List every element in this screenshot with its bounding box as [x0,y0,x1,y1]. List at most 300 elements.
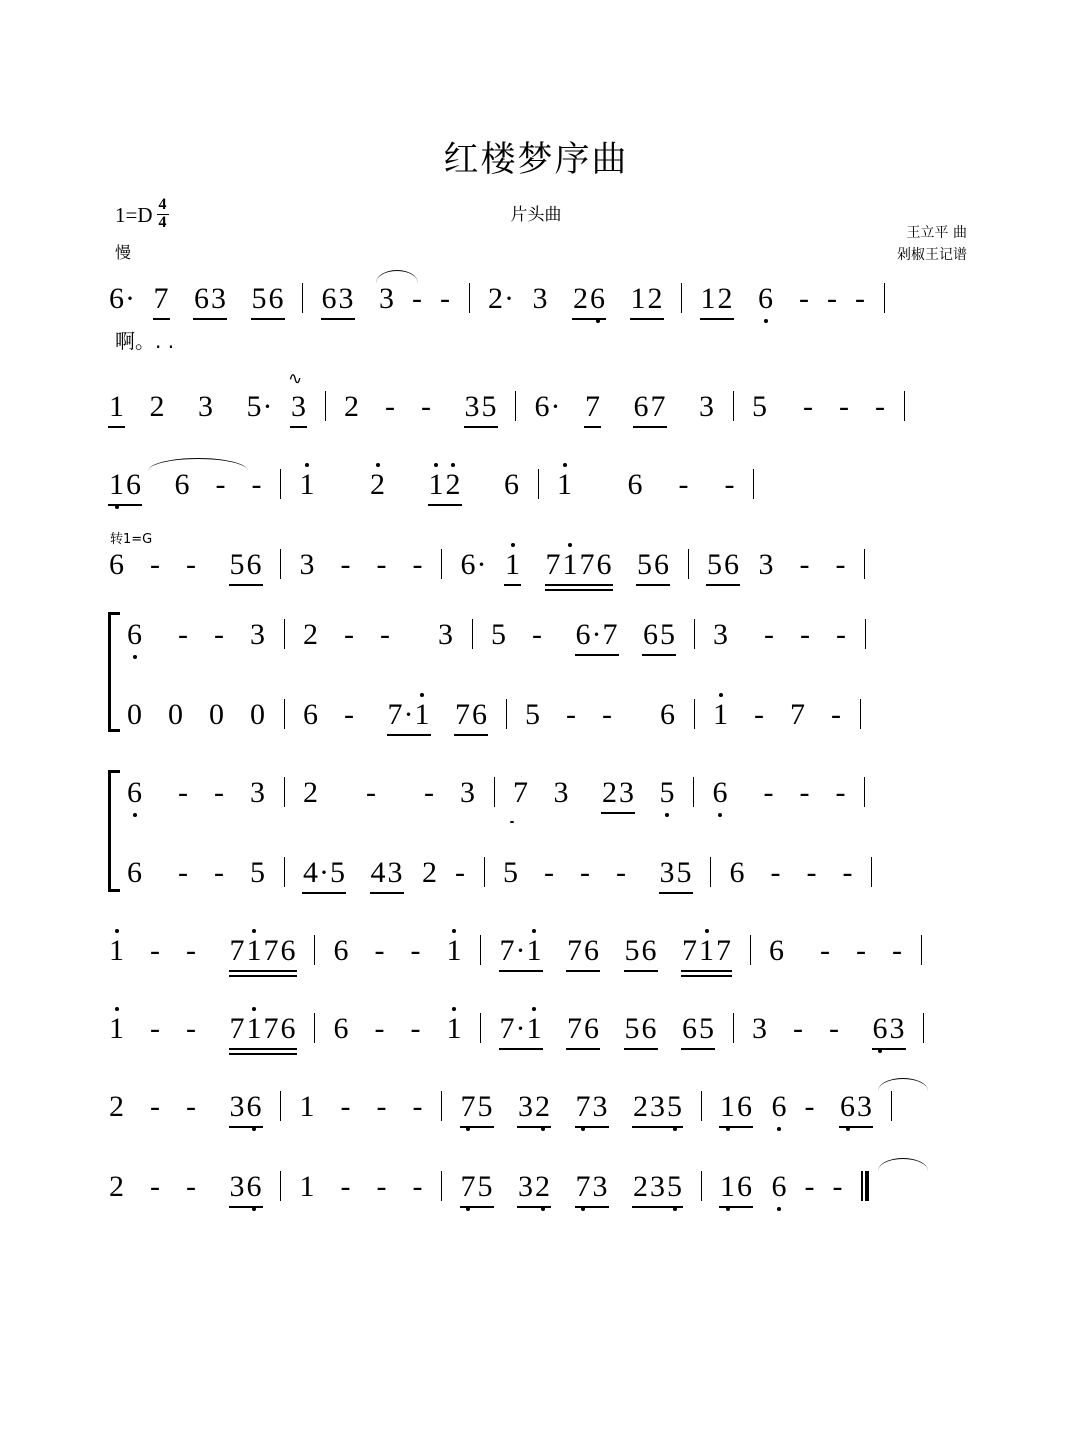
note: 7 [460,1090,476,1123]
barline [694,619,695,649]
barline [538,469,539,499]
note: 6 [660,698,675,731]
dash: - [412,1090,423,1123]
augmentation-dot: · [504,282,514,315]
augmentation-dot: · [125,282,135,315]
dash: - [835,548,846,581]
barline [693,777,694,807]
note: 1 [414,698,430,731]
note: 7 [387,698,403,731]
beamed-group [370,856,404,890]
system-bracket [104,770,118,892]
augmentation-dot: · [550,390,561,423]
beamed-group [636,548,670,582]
note: 3 [713,618,728,651]
dash: - [344,698,354,731]
barline [325,391,326,421]
note: 5 [752,390,767,423]
note: 7 [499,934,515,967]
note: 5 [659,776,675,809]
time-signature [157,197,169,232]
barline [441,1091,442,1121]
note: 6 [641,934,657,967]
beamed-group [251,282,285,316]
dash: - [616,856,626,889]
beamed-group [681,1012,715,1046]
note: 2 [633,1090,648,1123]
dash: - [412,282,422,315]
note: 5 [660,618,675,651]
beamed-group [575,1170,609,1204]
note: 1 [526,1012,542,1045]
note: 6 [872,1012,888,1045]
barline [515,391,516,421]
note: 5 [491,618,506,651]
note: 6 [596,548,612,581]
note: 7 [545,548,561,581]
dash: - [178,856,188,889]
tempo-marking: 慢 [115,243,132,262]
score-row-5b [126,698,986,744]
note: 2 [445,468,461,501]
dash: - [150,1170,160,1203]
note: 5 [477,1170,493,1203]
dash: - [424,776,434,809]
beamed-group [229,1090,263,1124]
note: 1 [299,1170,315,1203]
page-title: 红楼梦序曲 [443,140,629,180]
note: 1 [526,934,542,967]
note: 1 [700,282,716,315]
note: 1 [720,1170,735,1203]
dash: - [831,698,841,731]
beamed-group [872,1012,906,1046]
dash: - [770,856,781,889]
beamed-group [633,390,667,424]
beamed-group [642,618,676,652]
beamed-group [517,1090,551,1124]
note: 3 [553,776,569,809]
barline [280,549,281,579]
note: 1 [299,468,315,501]
score-row-6b [126,856,986,902]
note: 5 [250,856,265,889]
rest: 0 [250,698,265,731]
note: 2 [303,618,318,651]
dash: - [892,934,902,967]
note: 1 [505,548,520,581]
note: 1 [557,468,572,501]
barline [753,469,754,499]
note: 7 [567,934,582,967]
dash: - [764,618,774,651]
note: 1 [630,282,646,315]
augmentation-dot: · [591,618,602,651]
note: 3 [379,282,394,315]
barline [891,1091,892,1121]
note: 3 [532,282,548,315]
credits [897,222,967,267]
beamed-group [499,1012,543,1046]
barline [480,935,481,965]
dash: - [799,282,809,315]
beamed-group [719,1090,753,1124]
note: 6 [246,548,262,581]
dash: - [376,1170,387,1203]
note: 5 [699,1012,714,1045]
beamed-group [632,1090,683,1124]
dash: - [532,618,542,651]
dash: - [580,856,590,889]
note: 3 [460,776,475,809]
note: 7 [229,1012,245,1045]
note: 1 [446,934,462,967]
note: 3 [752,1012,767,1045]
barline [923,1013,924,1043]
final-barline [861,1171,868,1201]
barline [921,935,922,965]
dash: - [836,618,846,651]
dash: - [566,698,576,731]
dash: - [150,1090,160,1123]
note: 6 [575,618,591,651]
note: 6 [194,282,209,315]
note: 6 [268,282,284,315]
beamed-group [706,548,740,582]
note: 7 [460,1170,476,1203]
dash: - [340,548,351,581]
note: 7 [579,548,595,581]
time-signature-numerator: 4 [158,196,167,213]
dash: - [856,934,866,967]
note: 6 [333,1012,349,1045]
note: 5 [503,856,518,889]
barline [284,699,285,729]
note: 1 [713,698,728,731]
score-row-10 [108,1170,968,1216]
dash: - [340,1170,351,1203]
dash: - [839,390,849,423]
augmentation-dot: · [319,856,329,889]
beamed-group [839,1090,873,1124]
note: 3 [518,1170,533,1203]
beamed-group [229,1012,297,1046]
augmentation-dot: · [515,934,526,967]
dash: - [602,698,612,731]
note: 3 [518,1090,533,1123]
dash: - [214,776,224,809]
dash: - [186,548,196,581]
note: 6 [729,856,745,889]
note: 3 ∿ [288,369,306,423]
dash: - [410,934,421,967]
dash: - [412,548,423,581]
beamed-group [108,468,142,502]
note: 3 [659,856,675,889]
beamed-group [460,1090,494,1124]
barline [864,777,865,807]
rest: 0 [127,698,142,731]
rest: 0 [168,698,183,731]
note: 6 [771,1170,787,1203]
note: 7 [575,1170,591,1203]
dash: - [385,390,395,423]
note: 7 [716,934,731,967]
barline [284,857,285,887]
note: 6 [654,548,669,581]
note: 7 [153,282,169,315]
note: 3 [592,1090,608,1123]
note: 5 [667,1090,682,1123]
dash: - [178,618,188,651]
note: 2 [573,282,588,315]
score-row-1 [108,282,968,328]
note: 5 [624,934,640,967]
dash: - [806,856,817,889]
note: 6 [127,856,142,889]
beamed-group [575,1090,609,1124]
note: 6 [737,1170,752,1203]
note: 6 [584,934,599,967]
note: 2 [344,390,359,423]
beamed-group [700,282,734,316]
dash: - [376,1090,387,1123]
dash: - [800,618,810,651]
note: 5 [477,1090,493,1123]
note: 3 [699,390,714,423]
beamed-group [460,1170,494,1204]
dash: - [380,618,390,651]
dash: - [150,1012,160,1045]
barline [280,469,281,499]
dash: - [366,776,376,809]
note: 6 [109,548,124,581]
note: 6 [472,698,487,731]
note: 6 [590,282,605,315]
barline [694,699,695,729]
score-row-6a [126,776,986,822]
beamed-group [499,934,543,968]
dash: - [421,390,431,423]
note: 6 [724,548,739,581]
barline [681,283,682,313]
dash: - [835,776,846,809]
note: 3 [338,282,354,315]
note: 5 [707,548,722,581]
note: 6 [633,390,649,423]
dash: - [827,282,837,315]
score-row-7 [108,934,968,980]
dash: - [186,1170,196,1203]
note: 2 [109,1170,124,1203]
barline [484,857,485,887]
note: 6 [246,1170,262,1203]
note: 6 [321,282,337,315]
note: 6 [840,1090,855,1123]
barline [480,1013,481,1043]
key-label: 1=D [115,202,153,227]
dash: - [544,856,554,889]
note: 7 [263,1012,279,1045]
dash: - [374,1012,385,1045]
note: 7 [513,776,528,809]
beamed-group [624,934,658,968]
barline [860,699,861,729]
note: 5 [251,282,267,315]
note: 7 [602,618,618,651]
beamed-group [575,618,619,652]
note: 4 [303,856,318,889]
barline [506,699,507,729]
dash: - [410,1012,421,1045]
key-signature [115,198,169,233]
slur [148,458,248,471]
note: 6 [641,1012,657,1045]
dash: - [678,468,689,501]
note: 6 [534,390,550,423]
barline [688,549,689,579]
dash: - [214,618,224,651]
note: 7 [790,698,805,731]
dash: - [440,282,450,315]
dash: - [842,856,853,889]
note: 3 [211,282,226,315]
barline [284,619,285,649]
barline [865,619,866,649]
note: 1 [109,1012,124,1045]
note: 7 [499,1012,515,1045]
beamed-group [193,282,227,316]
note: 5 [525,698,540,731]
note: 2 [303,776,318,809]
note: 3 [250,776,265,809]
note: 7 [229,934,245,967]
composer-credit: 王立平 曲 [906,225,967,241]
note: 3 [650,1170,665,1203]
barline [494,777,495,807]
note: 2 [488,282,503,315]
dash: - [803,390,813,423]
score-row-4 [108,548,968,594]
beamed-group [572,282,606,316]
beamed-group [659,856,693,890]
augmentation-dot: · [262,390,273,423]
page-subtitle: 片头曲 [510,205,562,225]
score-row-9 [108,1090,968,1136]
dash: - [150,548,160,581]
note: 5 [624,1012,640,1045]
lyric-line: 啊。. . [115,329,175,353]
note: 7 [567,1012,582,1045]
dash: - [804,1090,815,1123]
beamed-group [681,934,732,968]
note: 1 [446,1012,462,1045]
score-row-2 [108,369,968,436]
note: 3 [619,776,634,809]
barline [441,549,442,579]
barline [314,935,315,965]
note: 3 [299,548,315,581]
note: 6 [246,1090,262,1123]
note: 5 [229,548,245,581]
note: 3 [438,618,453,651]
note: 6 [280,934,296,967]
note: 4 [370,856,386,889]
beamed-group [229,934,297,968]
dash: - [251,468,262,501]
note: 3 [592,1170,608,1203]
modulation-label: 转1=G [110,532,153,547]
dash: - [214,856,224,889]
note: 3 [387,856,403,889]
slur [878,1158,928,1171]
beamed-group [428,468,462,502]
barline [280,1091,281,1121]
note: 2 [602,776,617,809]
note: 1 [699,934,714,967]
dash: - [804,1170,815,1203]
barline [280,1171,281,1201]
note: 6 [769,934,784,967]
augmentation-dot: · [476,548,487,581]
augmentation-dot: · [403,698,414,731]
note: 2 [149,390,165,423]
dash: - [793,1012,803,1045]
time-signature-denominator: 4 [158,213,167,231]
barline [701,1171,702,1201]
note: 6 [737,1090,752,1123]
note: 3 [229,1170,245,1203]
note: 5 [667,1170,682,1203]
note: 1 [109,390,124,423]
dash: - [455,856,465,889]
beamed-group [517,1170,551,1204]
barline [314,1013,315,1043]
note: 6 [109,282,124,315]
beamed-group [464,390,498,424]
note: 5 [481,390,497,423]
beamed-group [229,548,263,582]
dash: - [178,776,188,809]
dash: - [875,390,885,423]
note: 5 [330,856,345,889]
score-row-3 [108,468,968,514]
note: 6 [584,1012,599,1045]
barline [871,857,872,887]
barline [441,1171,442,1201]
note: 6 [280,1012,296,1045]
system-bracket [104,612,118,732]
rest: 0 [209,698,224,731]
beamed-group [630,282,664,316]
dash: - [340,1090,351,1123]
note: 7 [263,934,279,967]
note: 1 [299,1090,315,1123]
dash: - [820,934,830,967]
note: 6 [682,1012,697,1045]
dash: - [754,698,764,731]
barline [701,1091,702,1121]
note: 6 [333,934,349,967]
dash: - [215,468,226,501]
note: 6 [627,468,643,501]
note: 7 [585,390,600,423]
note: 6 [758,282,773,315]
beamed-group [454,698,488,732]
beamed-group [229,1170,263,1204]
barline [733,391,734,421]
dash: - [374,934,385,967]
